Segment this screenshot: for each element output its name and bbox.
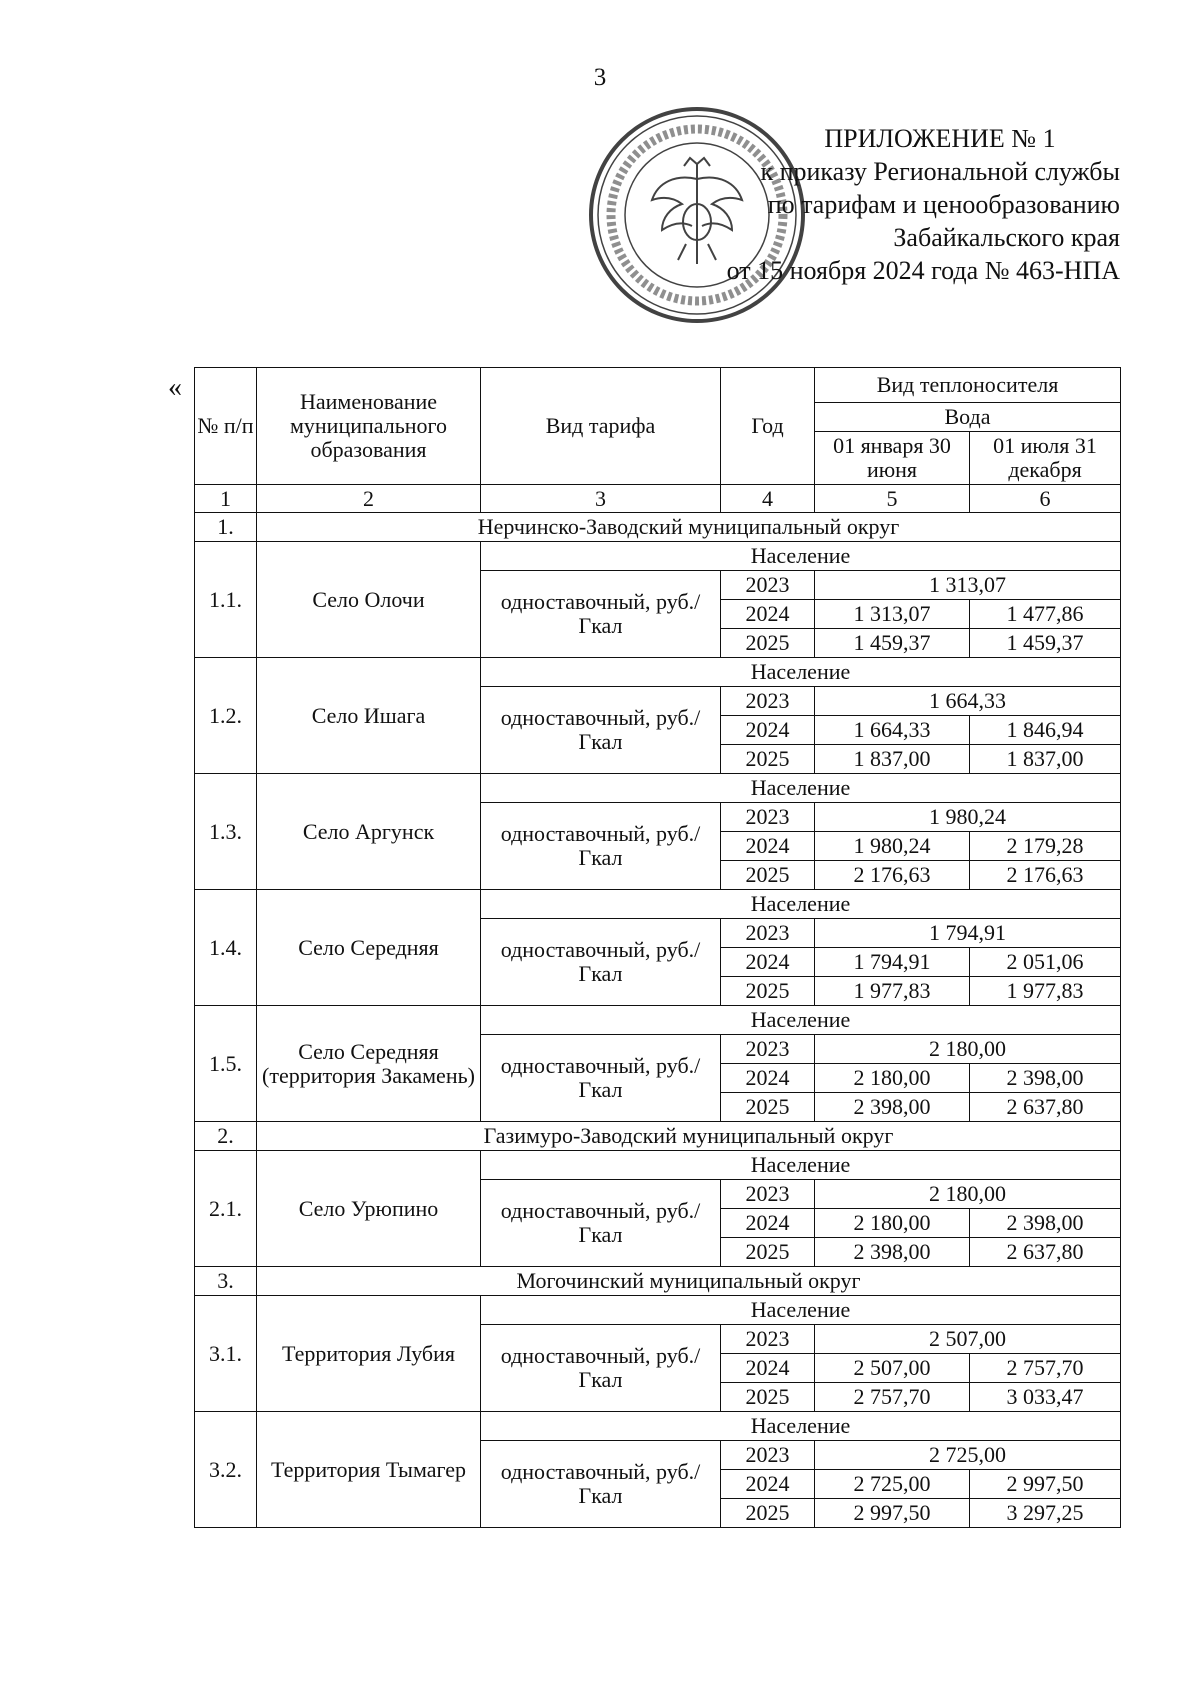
tariff-value-h2: 2 997,50 [970, 1470, 1121, 1499]
item-number: 1.2. [195, 658, 257, 774]
year-cell: 2023 [721, 687, 815, 716]
year-cell: 2024 [721, 1064, 815, 1093]
appendix-line: к приказу Региональной службы [760, 157, 1120, 186]
tariff-value-h2: 2 757,70 [970, 1354, 1121, 1383]
year-cell: 2025 [721, 1093, 815, 1122]
municipality-name: Село Аргунск [257, 774, 481, 890]
tariff-value-h1: 2 507,00 [815, 1354, 970, 1383]
section-title: Нерчинско-Заводский муниципальный округ [257, 513, 1121, 542]
tariff-value-h1: 1 977,83 [815, 977, 970, 1006]
year-cell: 2023 [721, 919, 815, 948]
year-cell: 2024 [721, 1209, 815, 1238]
tariff-type: одноставочный, руб./Гкал [481, 919, 721, 1006]
tariff-value: 2 180,00 [815, 1035, 1121, 1064]
tariff-type: одноставочный, руб./Гкал [481, 1180, 721, 1267]
tariff-value-h2: 1 837,00 [970, 745, 1121, 774]
year-cell: 2023 [721, 1035, 815, 1064]
item-number: 1.1. [195, 542, 257, 658]
section-row [195, 1267, 1121, 1296]
column-number: 5 [815, 485, 970, 513]
year-cell: 2025 [721, 1383, 815, 1412]
tariff-value-h1: 2 180,00 [815, 1064, 970, 1093]
tariff-value-h1: 2 725,00 [815, 1470, 970, 1499]
tariff-table-body [195, 513, 1121, 1528]
year-cell: 2024 [721, 1470, 815, 1499]
item-number: 1.4. [195, 890, 257, 1006]
tariff-value-h2: 2 179,28 [970, 832, 1121, 861]
tariff-type: одноставочный, руб./Гкал [481, 1441, 721, 1528]
year-cell: 2025 [721, 629, 815, 658]
year-cell: 2025 [721, 745, 815, 774]
header-year: Год [721, 368, 815, 485]
tariff-value-h1: 2 757,70 [815, 1383, 970, 1412]
column-number: 1 [195, 485, 257, 513]
year-cell: 2023 [721, 1441, 815, 1470]
consumer-group: Население [481, 774, 1121, 803]
municipality-name: Село Середняя [257, 890, 481, 1006]
column-number: 4 [721, 485, 815, 513]
tariff-value-h2: 2 398,00 [970, 1209, 1121, 1238]
section-row [195, 513, 1121, 542]
table-row [195, 774, 1121, 803]
municipality-name: Село Олочи [257, 542, 481, 658]
municipality-name: Территория Лубия [257, 1296, 481, 1412]
appendix-line: от 15 ноября 2024 года № 463-НПА [726, 256, 1120, 285]
tariff-value-h2: 2 637,80 [970, 1093, 1121, 1122]
section-number: 3. [195, 1267, 257, 1296]
table-row [195, 1151, 1121, 1180]
appendix-line: по тарифам и ценообразованию [767, 190, 1120, 219]
year-cell: 2024 [721, 600, 815, 629]
table-row [195, 1006, 1121, 1035]
year-cell: 2024 [721, 948, 815, 977]
year-cell: 2025 [721, 1499, 815, 1528]
tariff-type: одноставочный, руб./Гкал [481, 687, 721, 774]
table-row [195, 542, 1121, 571]
section-number: 1. [195, 513, 257, 542]
tariff-value: 1 664,33 [815, 687, 1121, 716]
tariff-value-h1: 1 664,33 [815, 716, 970, 745]
tariff-value-h1: 1 459,37 [815, 629, 970, 658]
tariff-value-h2: 3 297,25 [970, 1499, 1121, 1528]
year-cell: 2023 [721, 571, 815, 600]
year-cell: 2025 [721, 861, 815, 890]
header-period-1: 01 января 30 июня [815, 432, 970, 485]
tariff-value: 2 725,00 [815, 1441, 1121, 1470]
consumer-group: Население [481, 1412, 1121, 1441]
year-cell: 2023 [721, 803, 815, 832]
tariff-table [194, 367, 1121, 1528]
page-number: 3 [593, 64, 607, 91]
tariff-value-h2: 1 977,83 [970, 977, 1121, 1006]
municipality-name: Село Середняя (территория Закамень) [257, 1006, 481, 1122]
tariff-value: 1 794,91 [815, 919, 1121, 948]
consumer-group: Население [481, 890, 1121, 919]
consumer-group: Население [481, 658, 1121, 687]
consumer-group: Население [481, 1006, 1121, 1035]
tariff-value-h2: 1 477,86 [970, 600, 1121, 629]
section-row [195, 1122, 1121, 1151]
column-number: 2 [257, 485, 481, 513]
tariff-value-h2: 2 637,80 [970, 1238, 1121, 1267]
column-number: 3 [481, 485, 721, 513]
tariff-value-h2: 3 033,47 [970, 1383, 1121, 1412]
item-number: 1.3. [195, 774, 257, 890]
item-number: 3.2. [195, 1412, 257, 1528]
tariff-type: одноставочный, руб./Гкал [481, 1035, 721, 1122]
tariff-value-h1: 2 398,00 [815, 1238, 970, 1267]
section-title: Газимуро-Заводский муниципальный округ [257, 1122, 1121, 1151]
section-title: Могочинский муниципальный округ [257, 1267, 1121, 1296]
header-period-2: 01 июля 31 декабря [970, 432, 1121, 485]
header-heat-carrier: Вид теплоносителя [815, 368, 1121, 403]
municipality-name: Село Ишага [257, 658, 481, 774]
tariff-value-h1: 2 997,50 [815, 1499, 970, 1528]
tariff-value-h2: 2 176,63 [970, 861, 1121, 890]
table-row [195, 1412, 1121, 1441]
section-number: 2. [195, 1122, 257, 1151]
consumer-group: Население [481, 542, 1121, 571]
tariff-value: 2 180,00 [815, 1180, 1121, 1209]
tariff-value: 2 507,00 [815, 1325, 1121, 1354]
municipality-name: Территория Тымагер [257, 1412, 481, 1528]
tariff-value-h2: 1 846,94 [970, 716, 1121, 745]
tariff-value-h1: 1 980,24 [815, 832, 970, 861]
consumer-group: Население [481, 1151, 1121, 1180]
header-municipality: Наименование муниципального образования [257, 368, 481, 485]
tariff-value-h1: 2 176,63 [815, 861, 970, 890]
item-number: 3.1. [195, 1296, 257, 1412]
appendix-title: ПРИЛОЖЕНИЕ № 1 [824, 124, 1056, 153]
item-number: 2.1. [195, 1151, 257, 1267]
tariff-value-h2: 2 398,00 [970, 1064, 1121, 1093]
consumer-group: Население [481, 1296, 1121, 1325]
header-num: № п/п [195, 368, 257, 485]
tariff-value-h1: 2 180,00 [815, 1209, 970, 1238]
year-cell: 2025 [721, 977, 815, 1006]
appendix-header [700, 122, 1120, 287]
header-water: Вода [815, 403, 1121, 432]
tariff-value-h1: 1 837,00 [815, 745, 970, 774]
tariff-type: одноставочный, руб./Гкал [481, 803, 721, 890]
tariff-type: одноставочный, руб./Гкал [481, 1325, 721, 1412]
municipality-name: Село Урюпино [257, 1151, 481, 1267]
year-cell: 2024 [721, 1354, 815, 1383]
header-tariff-type: Вид тарифа [481, 368, 721, 485]
tariff-type: одноставочный, руб./Гкал [481, 571, 721, 658]
tariff-value-h1: 1 794,91 [815, 948, 970, 977]
tariff-value-h2: 1 459,37 [970, 629, 1121, 658]
tariff-value-h1: 2 398,00 [815, 1093, 970, 1122]
tariff-value-h2: 2 051,06 [970, 948, 1121, 977]
table-row [195, 890, 1121, 919]
tariff-value: 1 980,24 [815, 803, 1121, 832]
item-number: 1.5. [195, 1006, 257, 1122]
table-row [195, 1296, 1121, 1325]
year-cell: 2024 [721, 716, 815, 745]
tariff-value-h1: 1 313,07 [815, 600, 970, 629]
year-cell: 2024 [721, 832, 815, 861]
opening-quote-mark: « [168, 372, 182, 403]
column-number: 6 [970, 485, 1121, 513]
appendix-line: Забайкальского края [893, 223, 1120, 252]
year-cell: 2025 [721, 1238, 815, 1267]
table-row [195, 658, 1121, 687]
tariff-value: 1 313,07 [815, 571, 1121, 600]
year-cell: 2023 [721, 1180, 815, 1209]
year-cell: 2023 [721, 1325, 815, 1354]
